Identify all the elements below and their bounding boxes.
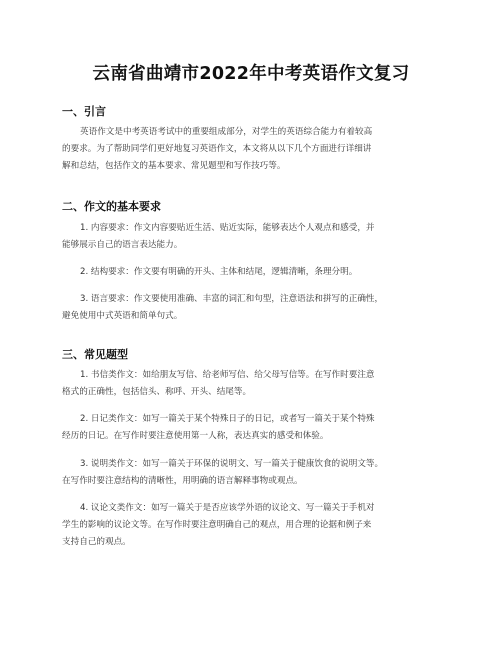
paragraph-line: 3. 说明类作文：如写一篇关于环保的说明文、写一篇关于健康饮食的说明文等。 [80, 459, 384, 469]
paragraph-line: 1. 书信类作文：如给朋友写信、给老师写信、给父母写信等。在写作时要注意 [80, 370, 375, 380]
paragraph-line: 英语作文是中考英语考试中的重要组成部分，对学生的英语综合能力有着较高 [80, 127, 373, 137]
paragraph-line: 能够展示自己的语言表达能力。 [62, 240, 183, 250]
paragraph-diary-type [62, 411, 447, 445]
section-heading-intro: 一、引言 [62, 105, 106, 118]
paragraph-argumentative-type [62, 500, 447, 551]
paragraph-intro [62, 124, 447, 175]
paragraph-line: 经历的日记。在写作时要注意使用第一人称，表达真实的感受和体验。 [62, 431, 329, 441]
paragraph-letter-type [62, 367, 447, 401]
paragraph-content-requirement [62, 220, 447, 254]
paragraph-line: 避免使用中式英语和简单句式。 [62, 311, 183, 321]
paragraph-line: 的要求。为了帮助同学们更好地复习英语作文，本文将从以下几个方面进行详细讲 [62, 144, 372, 154]
paragraph-expository-type [62, 456, 447, 490]
paragraph-line: 支持自己的观点。 [62, 537, 131, 547]
paragraph-structure-requirement [62, 264, 447, 281]
paragraph-line: 格式的正确性，包括信头、称呼、开头、结尾等。 [62, 387, 252, 397]
paragraph-line: 2. 日记类作文：如写一篇关于某个特殊日子的日记，或者写一篇关于某个特殊 [80, 414, 375, 424]
section-heading-common-types: 三、常见题型 [62, 348, 128, 361]
paragraph-language-requirement [62, 291, 447, 325]
paragraph-line: 2. 结构要求：作文要有明确的开头、主体和结尾，逻辑清晰，条理分明。 [80, 267, 358, 277]
section-heading-basic-requirements: 二、作文的基本要求 [62, 200, 161, 213]
paragraph-line: 1. 内容要求：作文内容要贴近生活、贴近实际，能够表达个人观点和感受，并 [80, 223, 375, 233]
paragraph-line: 解和总结，包括作文的基本要求、常见题型和写作技巧等。 [62, 161, 286, 171]
paragraph-line: 在写作时要注意结构的清晰性，用明确的语言解释事物或观点。 [62, 476, 303, 486]
paragraph-line: 3. 语言要求：作文要使用准确、丰富的词汇和句型，注意语法和拼写的正确性， [80, 294, 384, 304]
paragraph-line: 4. 议论文类作文：如写一篇关于是否应该学外语的议论文、写一篇关于手机对 [80, 503, 375, 513]
paragraph-line: 学生的影响的议论文等。在写作时要注意明确自己的观点，用合理的论据和例子来 [62, 520, 372, 530]
document-title: 云南省曲靖市2022年中考英语作文复习 [92, 64, 410, 84]
